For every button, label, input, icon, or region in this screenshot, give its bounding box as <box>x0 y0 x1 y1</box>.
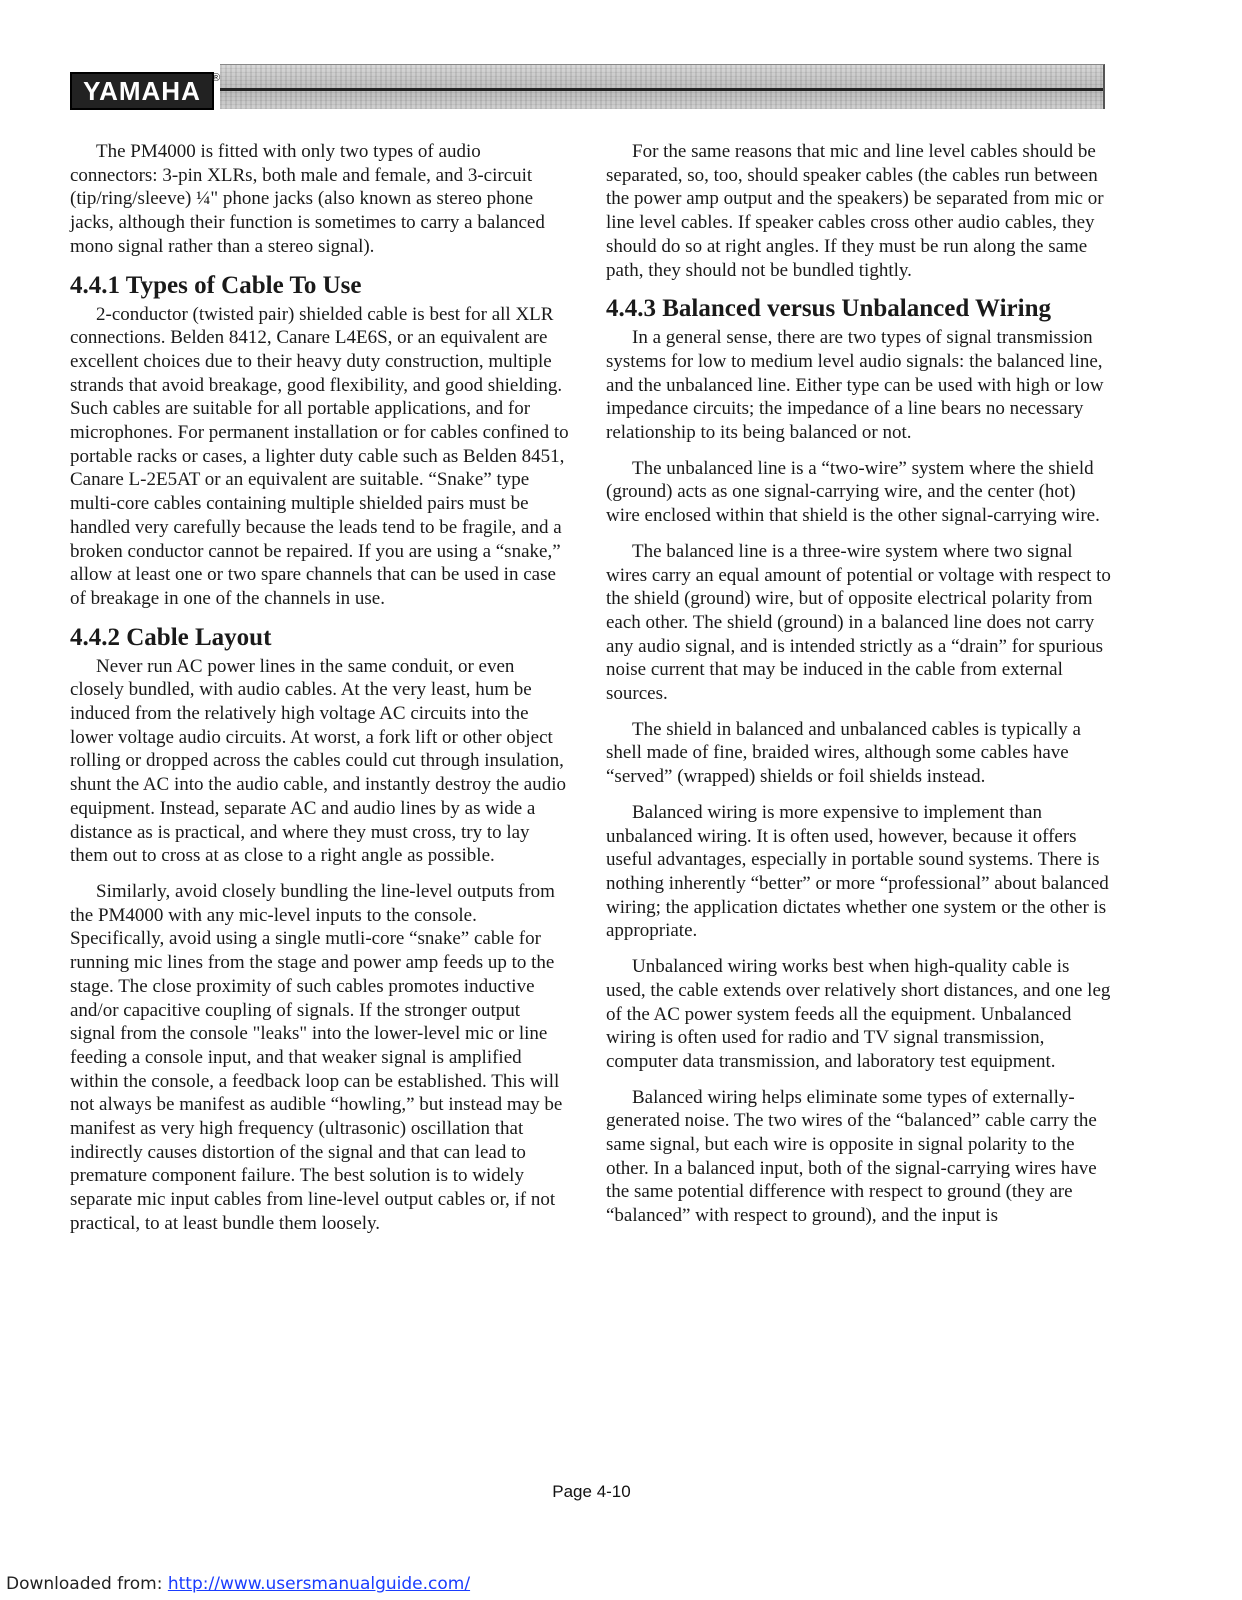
section-443-paragraph-6: Unbalanced wiring works best when high-quality cable is used, the cable extends over relatively short distances, and one leg of the AC power system feeds all the equipment. Unbalanced wiring is often used for radio and TV signal transmission, computer data transmission, and laboratory test equipment. <box>606 956 1111 1072</box>
section-442-paragraph-2: Similarly, avoid closely bundling the line-level outputs from the PM4000 with any mic-level inputs to the console. Specifically, avoid using a single mutli-core “snake” cable for running mic lines from the stage and power amp feeds up to the stage. The close proximity of such cables promotes inductive and/or capacitive coupling of signals. If the stronger output signal from the console "leaks" into the lower-level mic or line feeding a console input, and that weaker signal is amplified within the console, a feedback loop can be established. This will not always be manifest as audible “howling,” but instead may be manifest as very high frequency (ultrasonic) oscillation that indirectly causes distortion of the signal and that can lead to premature component failure. The best solution is to widely separate mic input cables from line-level output cables or, if not practical, to at least bundle them loosely. <box>70 880 563 1234</box>
intro-paragraph: The PM4000 is fitted with only two types of audio connectors: 3-pin XLRs, both male and female, and 3-circuit (tip/ring/sleeve) ¼" phone jacks (also known as stereo phone jacks, although their function is sometimes to carry a balanced mono signal rather than a stereo signal). <box>70 141 545 257</box>
section-443-paragraph-3: The balanced line is a three-wire system where two signal wires carry an equal amount of potential or voltage with respect to the shield (ground) wire, but of opposite electrical polarity from each other. The shield (ground) in a balanced line does not carry any audio signal, and is intended strictly as a “drain” for spurious noise current that may be induced in the cable from external sources. <box>606 540 1111 705</box>
speaker-cables-paragraph: For the same reasons that mic and line level cables should be separated, so, too, should speaker cables (the cables run between the power amp output and the speakers) be separated from mic or line level cables. If speaker cables cross other audio cables, they should do so at right angles. If they must be run along the same path, they should not be bundled tightly. <box>606 141 1104 281</box>
page-header <box>70 64 1103 110</box>
registered-mark: ® <box>212 72 221 84</box>
left-column <box>70 140 570 1248</box>
section-443-paragraph-2: The unbalanced line is a “two-wire” system where the shield (ground) acts as one signal-carrying wire, and the center (hot) wire enclosed within that shield is the other signal-carrying wire. <box>606 457 1100 527</box>
section-443-paragraph-4: The shield in balanced and unbalanced cables is typically a shell made of fine, braided wires, although some cables have “served” (wrapped) shields or foil shields instead. <box>606 718 1081 788</box>
section-443-heading: 4.4.3 Balanced versus Unbalanced Wiring <box>606 295 1051 323</box>
section-441-paragraph: 2-conductor (twisted pair) shielded cable is best for all XLR connections. Belden 8412, Canare L4E6S, or an equivalent are excellent choices due to their heavy duty construction, multiple strands that avoid breakage, good flexibility, and good shielding. Such cables are suitable for all portable applications, and for microphones. For permanent installation or for cables confined to portable racks or cases, a lighter duty cable such as Belden 8451, Canare L-2E5AT or an equivalent are suitable. “Snake” type multi-core cables containing multiple shielded pairs must be handled very carefully because the leads tend to be fragile, and a broken conductor cannot be repaired. If you are using a “snake,” allow at least one or two spare channels that can be used in case of breakage in one of the channels in use. <box>70 303 569 609</box>
download-source <box>6 1574 470 1594</box>
section-441-heading: 4.4.1 Types of Cable To Use <box>70 271 362 299</box>
section-443-paragraph-1: In a general sense, there are two types of signal transmission systems for low to medium level audio signals: the balanced line, and the unbalanced line. Either type can be used with high or low impedance circuits; the impedance of a line bears no necessary relationship to its being balanced or not. <box>606 327 1104 444</box>
header-rule <box>220 88 1103 91</box>
download-link[interactable]: http://www.usersmanualguide.com/ <box>167 1574 471 1594</box>
yamaha-logo <box>70 72 214 110</box>
download-prefix: Downloaded from: <box>6 1574 168 1594</box>
page-number: Page 4-10 <box>552 1482 631 1501</box>
section-443-paragraph-5: Balanced wiring is more expensive to implement than unbalanced wiring. It is often used, however, because it offers useful advantages, especially in portable sound systems. There is nothing inherently “better” or more “professional” about balanced wiring; the application dictates whether one system or the other is appropriate. <box>606 801 1109 942</box>
logo-text: YAMAHA <box>83 75 201 106</box>
section-442-paragraph-1: Never run AC power lines in the same conduit, or even closely bundled, with audio cables. At the very least, hum be induced from the relatively high voltage AC circuits into the lower voltage audio circuits. At worst, a fork lift or other object rolling or dropped across the cables could cut through insulation, shunt the AC into the audio cable, and instantly destroy the audio equipment. Instead, separate AC and audio lines by as wide a distance as is practical, and where they must cross, try to lay them out to cross at as close to a right angle as possible. <box>70 655 567 867</box>
header-texture-band <box>220 64 1105 109</box>
section-442-heading: 4.4.2 Cable Layout <box>70 623 272 651</box>
section-443-paragraph-7: Balanced wiring helps eliminate some types of externally-generated noise. The two wires of the “balanced” cable carry the same signal, but each wire is opposite in signal polarity to the other. In a balanced input, both of the signal-carrying wires have the same potential difference with respect to ground (they are “balanced” with respect to ground), and the input is <box>606 1086 1097 1227</box>
right-column <box>606 140 1111 1240</box>
